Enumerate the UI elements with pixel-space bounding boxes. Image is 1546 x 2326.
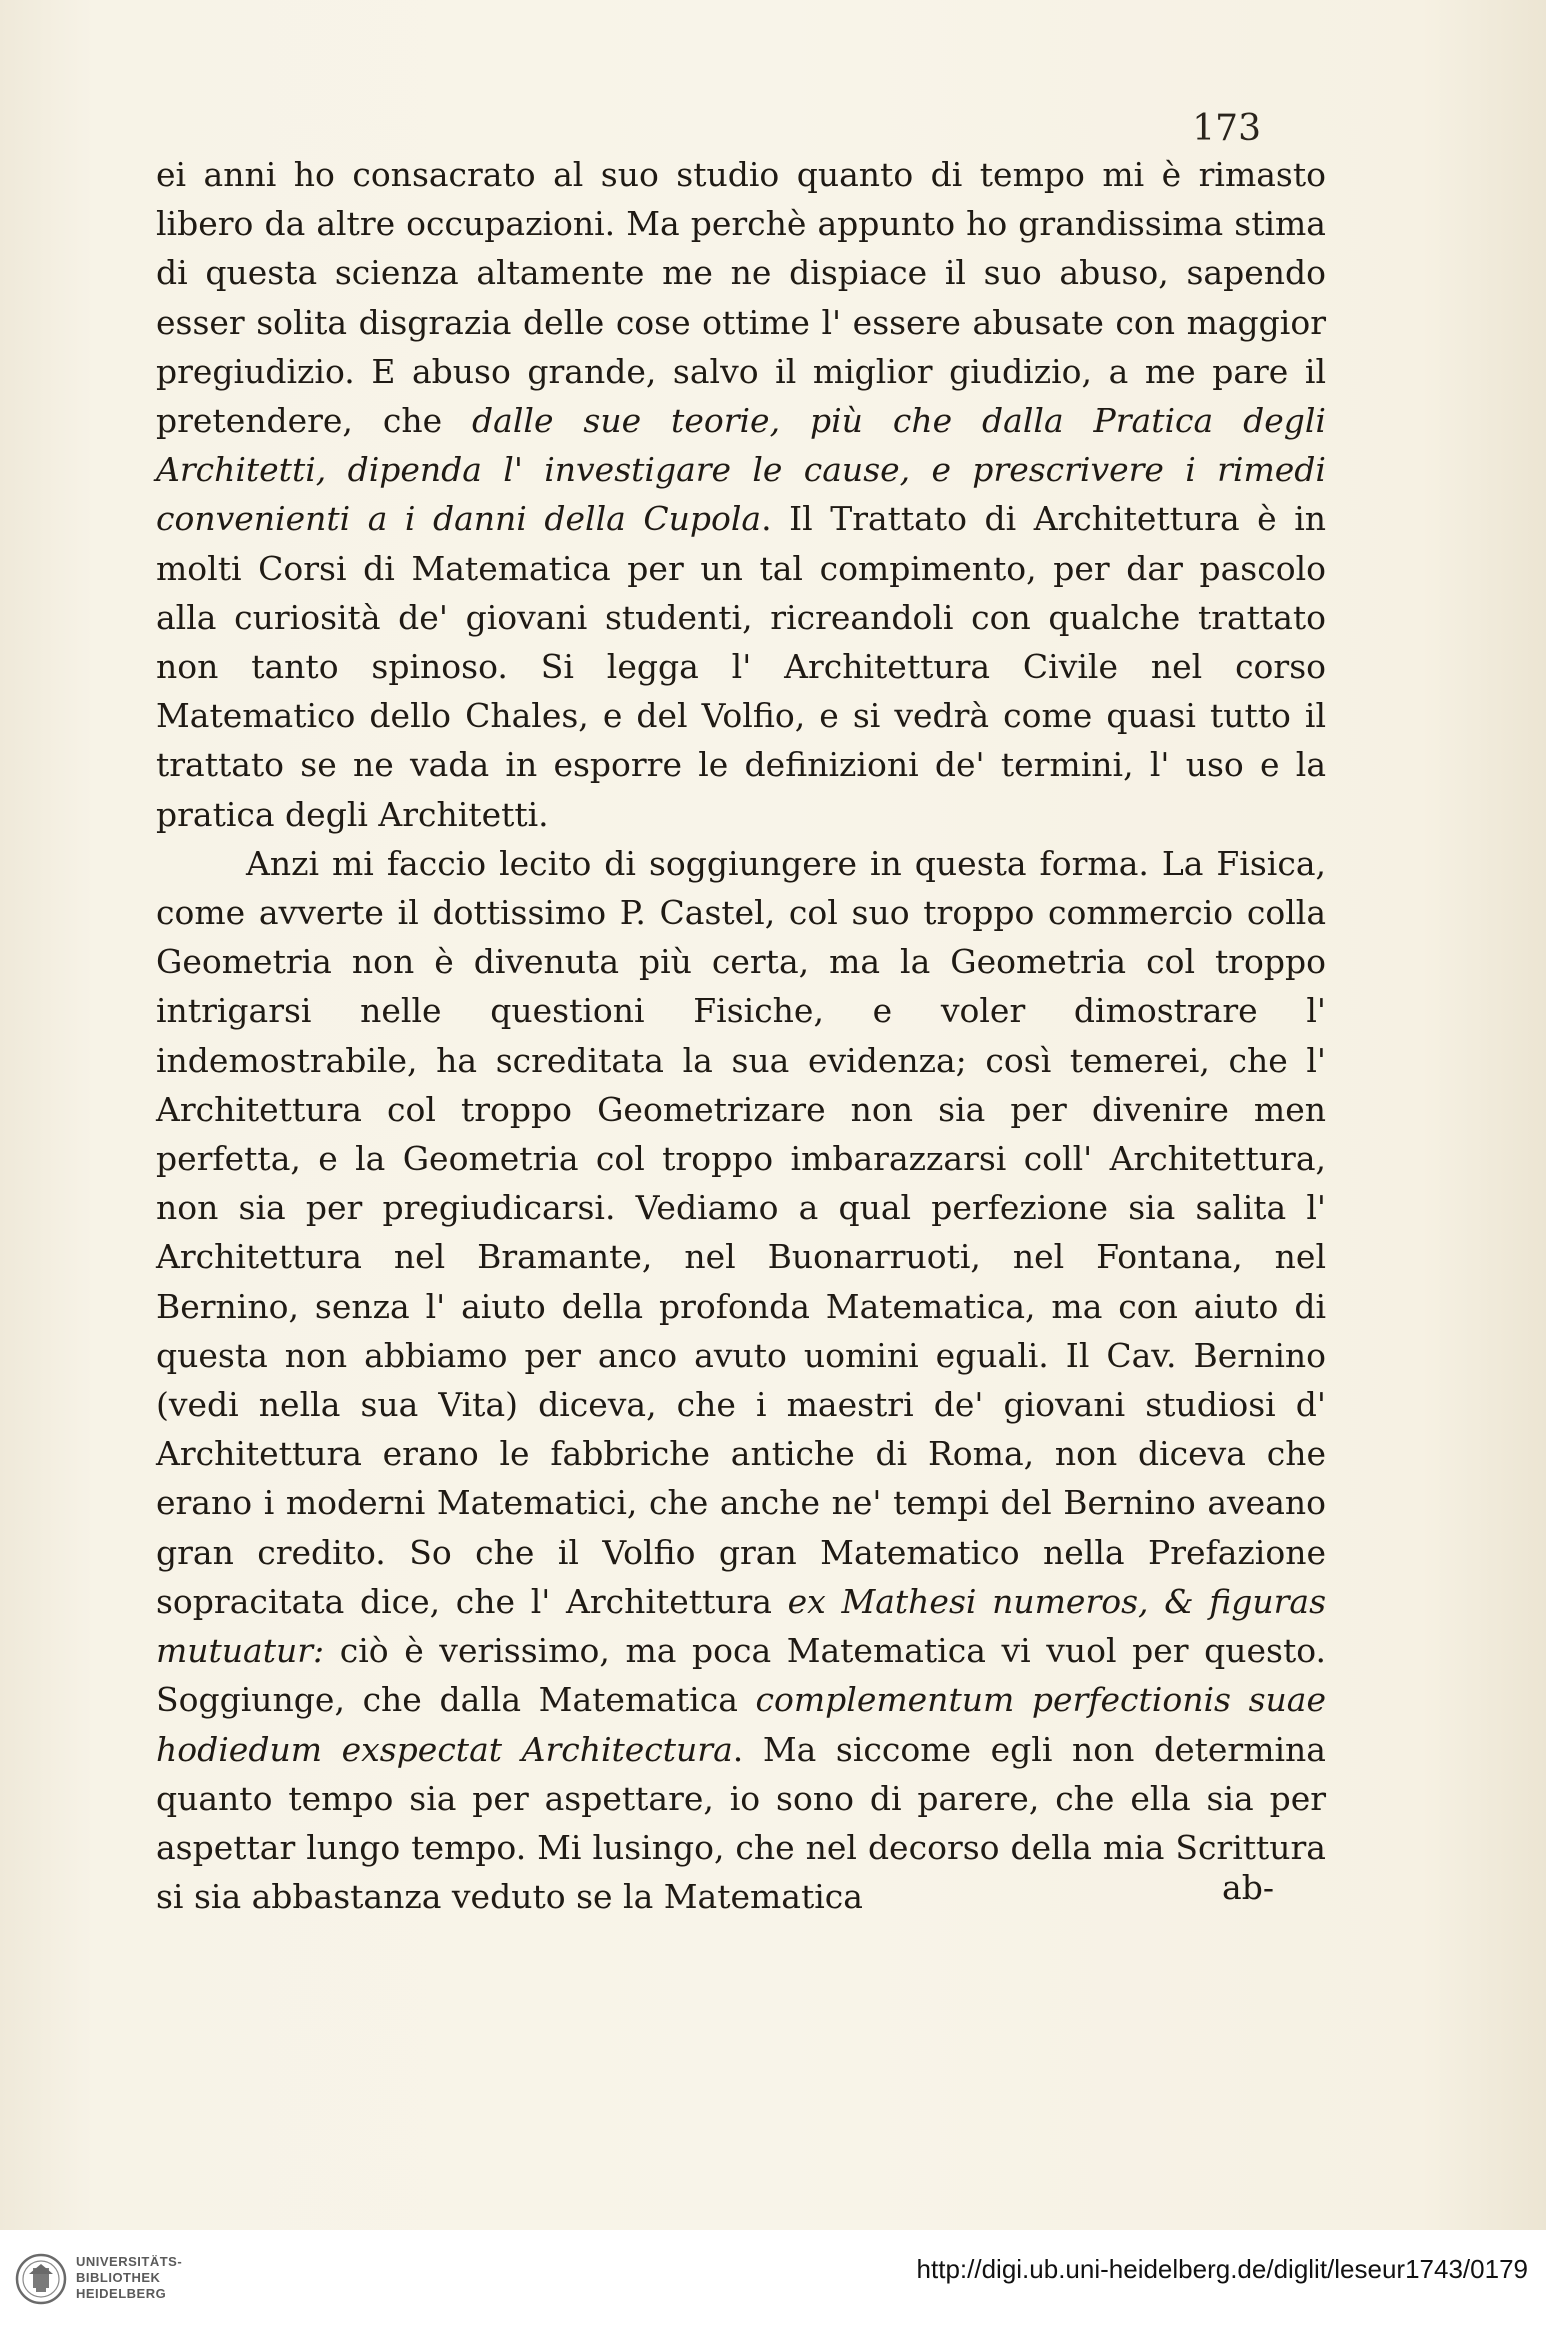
- text-run: Anzi mi faccio lecito di soggiungere in questa forma. La Fisica, come avverte il dottissimo P. Castel, col suo troppo commercio colla Geometria non è divenuta più certa, ma la Geometria col troppo intrigarsi nelle questioni Fisiche, e voler dimostrare l' indemostrabile, ha screditata la sua evidenza; così temerei, che l' Architettura col troppo Geometrizare non sia per divenire men perfetta, e la Geometria col troppo imbarazzarsi coll' Architettura, non sia per pregiudicarsi. Vediamo a qual perfezione sia salita l' Architettura nel Bramante, nel Buonarruoti, nel Fontana, nel Bernino, senza l' aiuto della profonda Matematica, ma con aiuto di questa non abbiamo per anco avuto uomini eguali. Il Cav. Bernino (vedi nella sua Vita) diceva, che i maestri de' giovani studiosi d' Architettura erano le fabbriche antiche di Roma, non diceva che erano i moderni Matematici, che anche ne' tempi del Bernino aveano gran credito. So che il Volfio gran Matematico nella Prefazione sopracitata dice, che l' Architettura: [156, 843, 1326, 1621]
- italic-run: ex Mathesi numeros, & figuras mutuatur:: [156, 1581, 1327, 1671]
- text-run: ei anni ho consacrato al suo studio quanto di tempo mi è rimasto libero da altre occupazioni. Ma perchè appunto ho grandissima stima di questa scienza altamente me ne dispiace il suo abuso, sapendo esser solita disgrazia delle cose ottime l' essere abusate con maggior pregiudizio. E abuso grande, salvo il miglior giudizio, a me pare il pretendere, che: [156, 155, 1326, 441]
- italic-run: complementum perfectionis suae hodiedum exspectat Architectura: [156, 1680, 1326, 1769]
- italic-run: dalle sue teorie, più che dalla Pratica degli Architetti, dipenda l' investigare le cause, e prescrivere i rimedi convenienti a i danni della Cupola: [156, 401, 1326, 539]
- catchword: ab-: [1222, 1868, 1274, 1907]
- logo-line-3: HEIDELBERG: [76, 2286, 167, 2301]
- university-seal-icon: [14, 2252, 68, 2306]
- footer-bar: [0, 2230, 1546, 2326]
- source-url-link[interactable]: http://digi.ub.uni-heidelberg.de/diglit/leseur1743/0179: [916, 2254, 1528, 2284]
- paragraph: [156, 839, 1326, 1921]
- page-number: 173: [1192, 108, 1261, 149]
- logo-line-1: UNIVERSITÄTS-: [76, 2254, 183, 2269]
- logo-text: [76, 2254, 182, 2302]
- body-text: [156, 150, 1326, 1921]
- text-run: . Il Trattato di Architettura è in molti Corsi di Matematica per un tal compimento, per dar pascolo alla curiosità de' giovani studenti, ricreandoli con qualche trattato non tanto spinoso. Si legga l' Architettura Civile nel corso Matematico dello Chales, e del Volfio, e si vedrà come quasi tutto il trattato se ne vada in esporre le definizioni de' termini, l' uso e la pratica degli Architetti.: [156, 499, 1326, 834]
- text-run: ciò è verissimo, ma poca Matematica vi vuol per questo. Soggiunge, che dalla Matematica: [156, 1631, 1326, 1720]
- paragraph: [156, 150, 1326, 839]
- text-run: . Ma siccome egli non determina quanto tempo sia per aspettare, io sono di parere, che ella sia per aspettar lungo tempo. Mi lusingo, che nel decorso della mia Scrittura si sia abbastanza veduto se la Matematica: [156, 1729, 1326, 1917]
- logo-line-2: BIBLIOTHEK: [76, 2270, 161, 2285]
- library-logo[interactable]: [14, 2246, 224, 2316]
